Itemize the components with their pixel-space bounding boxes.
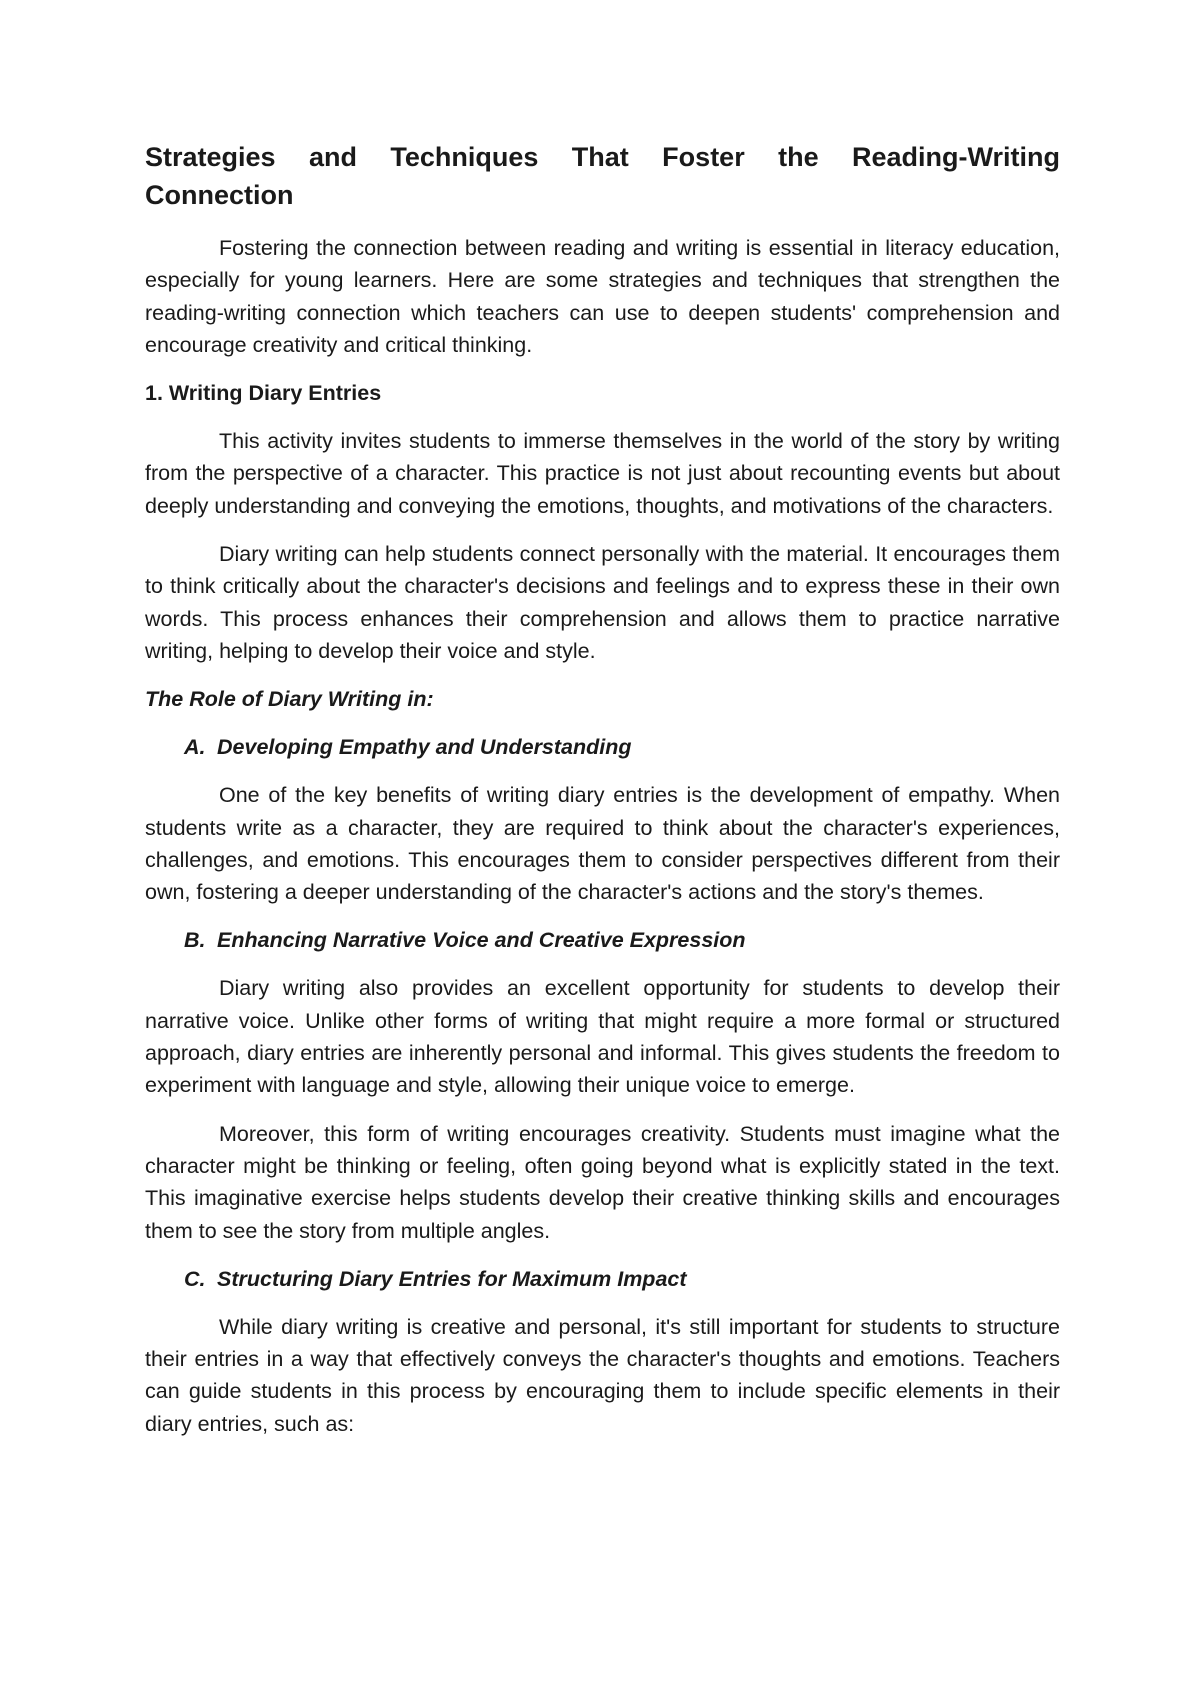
- section1-paragraph-1: This activity invites students to immerse themselves in the world of the story by writing from the perspective of a character. This practice is not just about recounting events but about deeply understanding and conveying the emotions, thoughts, and motivations of the characters.: [145, 429, 1060, 518]
- subheading-c-text: Structuring Diary Entries for Maximum Impact: [217, 1266, 687, 1291]
- document-title: Strategies and Techniques That Foster the Reading-Writing Connection: [145, 142, 1060, 210]
- subheading-a-letter: A.: [184, 735, 206, 760]
- intro-paragraph: Fostering the connection between reading and writing is essential in literacy education, especially for young learners. Here are some strategies and techniques that strengthen the reading-writing connection which teachers can use to deepen students' comprehension and encourage creativity and critical thinking.: [145, 236, 1060, 357]
- subsection-a-paragraph-1: One of the key benefits of writing diary entries is the development of empathy. When students write as a character, they are required to think about the character's experiences, challenges, and emotions. This encourages them to consider perspectives different from their own, fostering a deeper understanding of the character's actions and the story's themes.: [145, 783, 1060, 905]
- subheading-a: [184, 731, 1060, 763]
- section1-paragraph-2: Diary writing can help students connect personally with the material. It encourages them to think critically about the character's decisions and feelings and to express these in their own words. This process enhances their comprehension and allows them to practice narrative writing, helping to develop their voice and style.: [145, 542, 1060, 663]
- document-page: [145, 138, 1060, 1456]
- role-heading: The Role of Diary Writing in:: [145, 687, 434, 712]
- subheading-b-letter: B.: [184, 928, 206, 953]
- subheading-b: [184, 924, 1060, 956]
- subheading-a-text: Developing Empathy and Understanding: [217, 735, 632, 760]
- section-heading-writing-diary-entries: 1. Writing Diary Entries: [145, 381, 382, 406]
- subheading-c-letter: C.: [184, 1266, 206, 1291]
- subsection-b-paragraph-1: Diary writing also provides an excellent opportunity for students to develop their narrative voice. Unlike other forms of writing that might require a more formal or structured approach, diary entries are inherently personal and informal. This gives students the freedom to experiment with language and style, allowing their unique voice to emerge.: [145, 976, 1060, 1098]
- subheading-b-text: Enhancing Narrative Voice and Creative Expression: [217, 928, 746, 953]
- subsection-b-paragraph-2: Moreover, this form of writing encourages creativity. Students must imagine what the character might be thinking or feeling, often going beyond what is explicitly stated in the text. This imaginative exercise helps students develop their creative thinking skills and encourages them to see the story from multiple angles.: [145, 1121, 1060, 1243]
- subheading-c: [184, 1263, 1060, 1295]
- subsection-c-paragraph-1: While diary writing is creative and personal, it's still important for students to structure their entries in a way that effectively conveys the character's thoughts and emotions. Teachers can guide students in this process by encouraging them to include specific elements in their diary entries, such as:: [145, 1314, 1060, 1436]
